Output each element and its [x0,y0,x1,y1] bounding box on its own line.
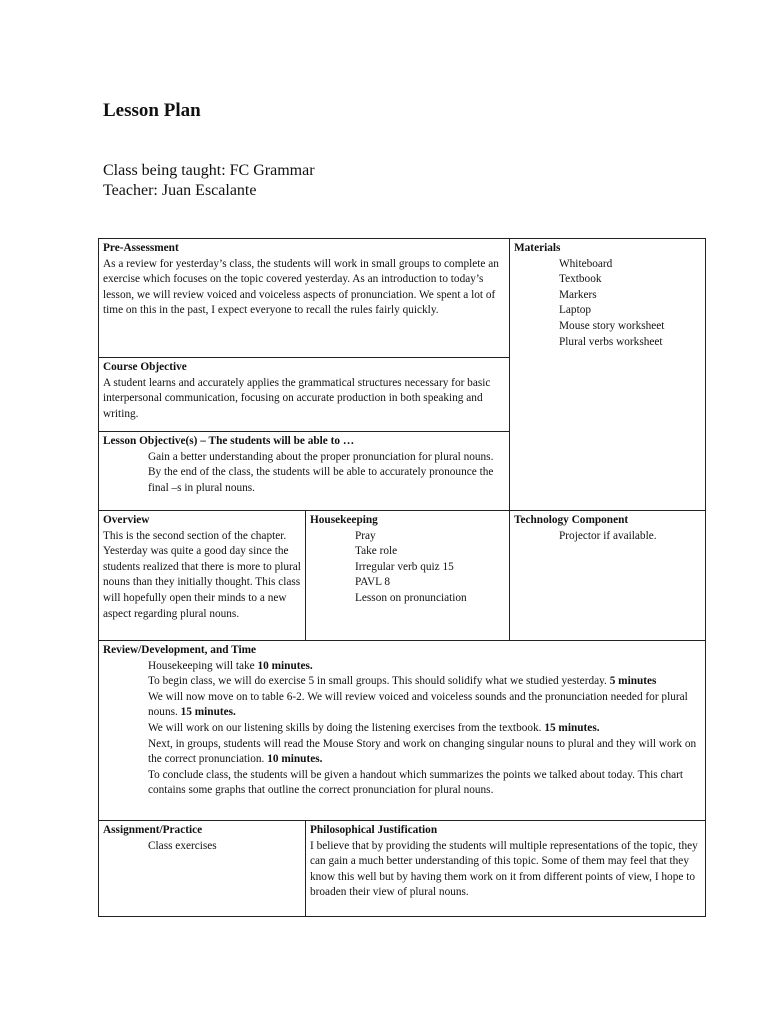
materials-item: Markers [559,288,597,301]
housekeeping-item: Pray [355,529,376,542]
assignment-cell [98,820,306,917]
course-objective-text: A student learns and accurately applies the grammatical structures necessary for basic interpersonal communication, focusing on accurate production in both speaking and writing. [103,376,491,420]
assignment-text: Class exercises [148,839,217,852]
materials-item: Laptop [559,304,591,317]
housekeeping-list [310,529,505,607]
review-item: We will work on our listening skills by doing the listening exercises from the textbook. 15 minutes. [148,721,600,734]
materials-item: Mouse story worksheet [559,319,665,332]
housekeeping-item: Irregular verb quiz 15 [355,560,454,573]
review-heading: Review/Development, and Time [103,644,257,656]
overview-heading: Overview [103,514,150,526]
materials-item: Whiteboard [559,257,613,270]
housekeeping-item: Lesson on pronunciation [355,591,467,604]
materials-heading: Materials [514,242,561,254]
review-item: We will now move on to table 6-2. We will review voiced and voiceless sounds and the pronunciation needed for plural nouns. 15 minutes. [148,690,688,719]
class-line: Class being taught: FC Grammar [103,162,315,179]
review-item: To begin class, we will do exercise 5 in small groups. This should solidify what we studied yesterday. 5 minutes [148,675,657,688]
materials-cell [509,238,706,511]
course-objective-heading: Course Objective [103,361,187,373]
housekeeping-heading: Housekeeping [310,514,378,526]
materials-item: Plural verbs worksheet [559,335,663,348]
overview-cell [98,510,306,641]
lesson-objectives-cell [98,431,510,511]
pre-assessment-heading: Pre-Assessment [103,242,179,254]
housekeeping-item: PAVL 8 [355,576,391,589]
course-objective-cell [98,357,510,432]
housekeeping-item: Take role [355,545,398,558]
overview-text: This is the second section of the chapter. Yesterday was quite a good day since the students realized that there is more to plural nouns than they initially thought. This class will hopefully open their minds to a new aspect regarding plural nouns. [103,529,301,620]
philosophical-text: I believe that by providing the students will multiple representations of the topic, they can gain a much better understanding of this topic. Some of them may feel that they know this well but by having them work on it from different points of view, I hope to broaden their view of plural nouns. [310,839,698,899]
materials-item: Textbook [559,273,602,286]
review-cell [98,640,706,821]
housekeeping-cell [305,510,510,641]
technology-text: Projector if available. [559,529,657,542]
philosophical-cell [305,820,706,917]
pre-assessment-text: As a review for yesterday’s class, the students will work in small groups to complete an exercise which focuses on the topic covered yesterday. As an introduction to today’s lesson, we will review voiced and voiceless aspects of pronunciation. We spent a lot of time on this in the past, I expect everyone to recall the rules fairly quickly. [103,257,499,317]
page-title: Lesson Plan [103,100,201,121]
lesson-objectives-text: Gain a better understanding about the proper pronunciation for plural nouns. By the end of the class, the students will be able to accurately pronounce the final –s in plural nouns. [148,450,494,494]
assignment-heading: Assignment/Practice [103,824,203,836]
philosophical-heading: Philosophical Justification [310,824,438,836]
review-item: Housekeeping will take 10 minutes. [148,659,313,672]
review-item: Next, in groups, students will read the Mouse Story and work on changing singular nouns to plural and they will work on the correct pronunciation. 10 minutes. [148,737,697,766]
technology-cell [509,510,706,641]
materials-list [514,257,701,351]
pre-assessment-cell [98,238,510,358]
teacher-line: Teacher: Juan Escalante [103,182,257,199]
lesson-objectives-heading: Lesson Objective(s) – The students will be able to … [103,435,355,447]
review-item: To conclude class, the students will be given a handout which summarizes the points we talked about today. This chart contains some graphs that outline the correct pronunciation for plural nouns. [148,768,684,797]
technology-heading: Technology Component [514,514,629,526]
